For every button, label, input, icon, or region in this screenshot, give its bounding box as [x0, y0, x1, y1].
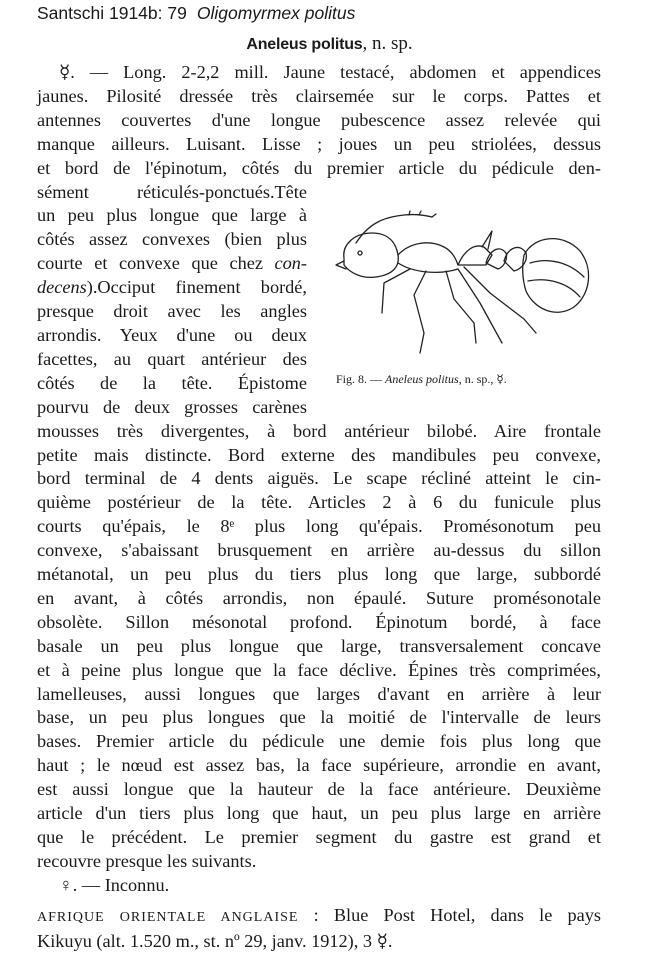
female-note: ♀. — Inconnu.	[59, 874, 170, 895]
text-line: lamelleuses, aussi longues que larges d'avant en arrière à leur	[37, 683, 601, 704]
text-line: obsolète. Sillon mésonotal profond. Épinotum bordé, à face	[37, 611, 601, 632]
text-line: arrondis. Yeux d'une ou deux	[37, 324, 307, 345]
text-line	[37, 276, 307, 300]
italic-name: con-	[274, 253, 307, 274]
text-line: recouvre presque les suivants.	[37, 850, 257, 871]
text-line: haut ; le nœud est assez bas, la face supérieure, arrondie en avant,	[37, 755, 601, 776]
locality-region: AFRIQUE ORIENTALE ANGLAISE	[37, 909, 299, 925]
text-line: courts qu'épais, le 8ᵉ plus long qu'épais. Promésonotum peu	[37, 516, 601, 537]
reference-line	[37, 3, 355, 24]
text-line: un peu plus longue que large à	[37, 205, 307, 226]
text-line: convexe, s'abaissant brusquement en arrière au-dessus du sillon	[37, 540, 601, 561]
text-line: jaunes. Pilosité dressée très clairsemée sur le corps. Pattes et	[37, 85, 601, 106]
text-line: facettes, au quart antérieur des	[37, 348, 307, 369]
text-line: et à peine plus longue que la face déclive. Épines très comprimées,	[37, 659, 601, 680]
text-line: métanotal, un peu plus du tiers plus long que large, subbordé	[37, 564, 601, 585]
caption-suffix: , n. sp., ☿.	[458, 372, 507, 386]
ant-drawing-icon	[314, 203, 614, 373]
text-line: que le précédent. Le premier segment du gastre est grand et	[37, 827, 601, 847]
text-line: en avant, à côtés arrondis, non épaulé. Suture promésonotale	[37, 587, 601, 608]
locality-text: : Blue Post Hotel, dans le pays	[298, 904, 602, 925]
text-segment: ).Occiput finement bordé,	[86, 277, 307, 298]
species-heading	[0, 33, 659, 55]
text-line: côtés de la tête. Épistome	[37, 372, 307, 393]
text-line: article d'un tiers plus long que haut, un peu plus large en arrière	[37, 803, 601, 824]
caption-taxon: Aneleus politus	[385, 372, 459, 386]
text-line: pourvu de deux grosses carènes	[37, 396, 307, 417]
description-body	[37, 61, 601, 954]
locality-line-2: Kikuyu (alt. 1.520 m., st. nº 29, janv. 1912), 3 ☿.	[37, 930, 393, 951]
species-name: Oligomyrmex politus	[196, 3, 356, 23]
text-line: ☿. — Long. 2-2,2 mill. Jaune testacé, abdomen et appendices	[59, 62, 601, 82]
italic-name: decens	[37, 277, 87, 298]
text-line: base, un peu plus longues que la moitié de l'intervalle de leurs	[37, 707, 601, 728]
text-line: presque droit avec les angles	[37, 301, 307, 322]
text-line: bases. Premier article du pédicule une demie fois plus long que	[37, 731, 601, 752]
text-line: basale un peu plus longue que large, transversalement concave	[37, 635, 601, 656]
text-line: petite mais distincte. Bord externe des mandibules peu convexe,	[37, 444, 601, 465]
text-line: est aussi longue que la hauteur de la face antérieure. Deuxième	[37, 779, 601, 800]
text-line: antennes couvertes d'une longue pubescence assez relevée qui	[37, 109, 601, 130]
heading-suffix: , n. sp.	[362, 33, 413, 54]
text-line: sément réticulés-ponctués.Tête	[37, 181, 307, 202]
caption-label: Fig. 8. —	[336, 372, 386, 386]
heading-name: Aneleus politus	[246, 36, 363, 53]
text-line: côtés assez convexes (bien plus	[37, 229, 307, 250]
text-line	[37, 252, 307, 276]
locality-line	[37, 904, 601, 930]
text-line: quième postérieur de la tête. Articles 2 à 6 du funicule plus	[37, 492, 601, 513]
text-segment: courte et convexe que chez	[37, 253, 275, 274]
citation: Santschi 1914b: 79	[37, 3, 187, 23]
text-line: et bord de l'épinotum, côtés du premier article du pédicule den-	[37, 157, 601, 178]
text-line: mousses très divergentes, à bord antérieur bilobé. Aire frontale	[37, 420, 601, 441]
figure-caption	[336, 372, 507, 387]
text-line: manque ailleurs. Luisant. Lisse ; joues un peu striolées, dessus	[37, 133, 601, 154]
text-line: bord terminal de 4 dents aiguës. Le scape récliné atteint le cin-	[37, 468, 601, 489]
